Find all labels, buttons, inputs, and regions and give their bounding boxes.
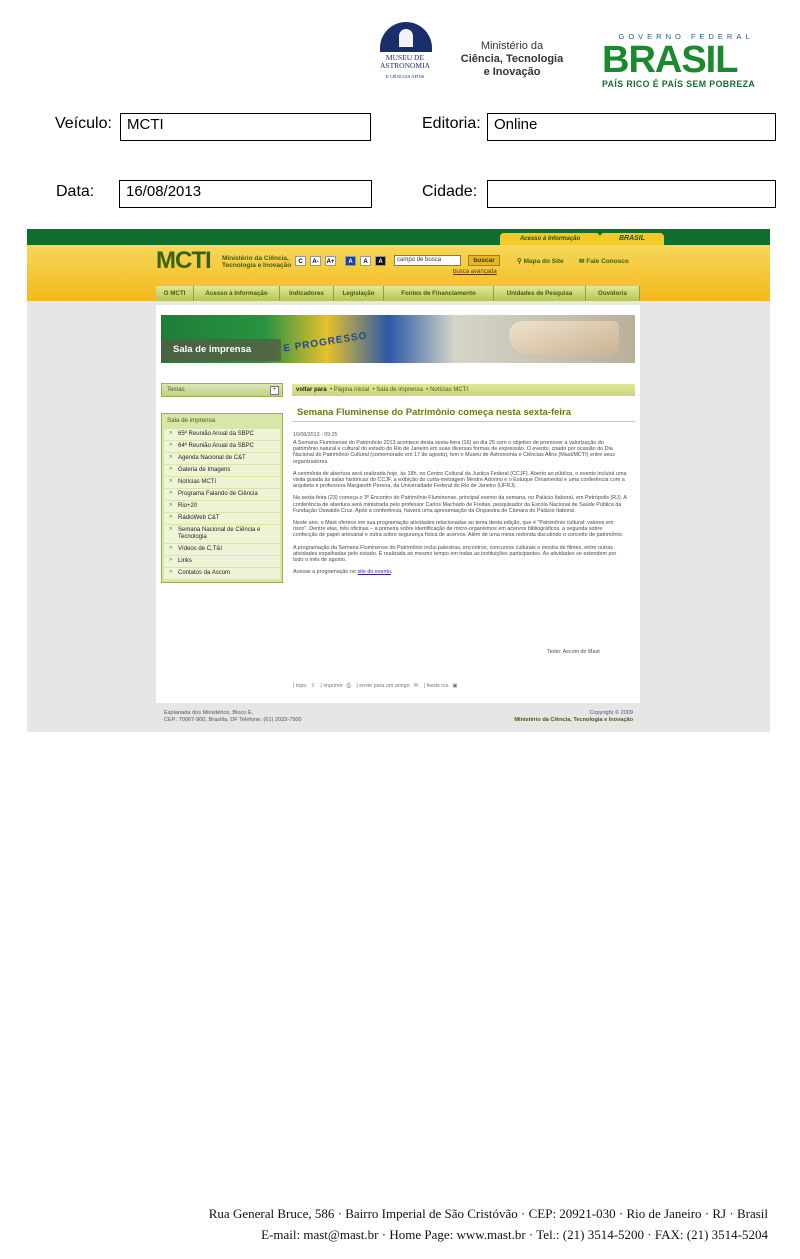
site-sidebar xyxy=(161,383,283,583)
contact-label: Fale Conosco xyxy=(586,258,629,265)
temas-toggle[interactable] xyxy=(161,383,283,397)
banner-hand-image xyxy=(509,321,619,355)
address-line-2: E-mail: mast@mast.br · Home Page: www.mast.br · Tel.: (21) 3514-5200 · FAX: (21) 3514-5204 xyxy=(261,1227,768,1242)
font-increase-button[interactable]: A+ xyxy=(325,256,336,266)
send-friend-link[interactable]: envie para um amigo xyxy=(359,683,410,689)
sitemap-icon: ⚲ xyxy=(517,258,524,265)
breadcrumb-link[interactable]: Notícias MCTI xyxy=(430,387,469,393)
sidebar-item[interactable]: » Links xyxy=(164,556,280,567)
article-body xyxy=(293,440,628,581)
footer-copyright: Copyright © 2009 xyxy=(589,710,633,716)
nav-item[interactable]: Fontes de Financiamento xyxy=(384,286,494,301)
article-paragraph: A programação da Semana Fluminense do Patrimônio inclui palestras, encontros, concursos culturais e mostra de filmes, entre outras atividades espalhadas pelo estado. É realizada ao mesmo tempo em todas as instituições participantes. As atividades se estendem por todo o mês de agosto. xyxy=(293,544,617,564)
nav-item[interactable]: Ouvidoria xyxy=(586,286,640,301)
nav-item[interactable]: Acesso à Informação xyxy=(194,286,280,301)
article-tools: | topo ⇧ | imprimir ⎙ | envie para um amigo ✉ | feeds rss ▣ xyxy=(293,683,458,689)
ministerio-line-1: Ministério da xyxy=(480,40,544,52)
sidebar-item[interactable]: » Galeria de Imagens xyxy=(164,465,280,476)
museu-logo-small: E CIÊNCIAS AFINS xyxy=(385,74,425,79)
site-footer-address xyxy=(164,710,302,724)
sidebar-item[interactable]: » 64ª Reunião Anual da SBPC xyxy=(164,441,280,452)
cidade-label: Cidade: xyxy=(422,183,478,200)
site-nav xyxy=(156,286,640,301)
site-map-label: Mapa do Site xyxy=(523,258,564,265)
governo-federal-logo xyxy=(602,32,772,88)
footer-address-line: Esplanada dos Ministérios, Bloco E, xyxy=(164,710,254,716)
museu-astronomia-logo xyxy=(374,22,436,82)
sala-imprensa-banner xyxy=(161,315,635,363)
contrast-button[interactable]: C xyxy=(295,256,306,266)
ministerio-line-3: e Inovação xyxy=(483,66,541,78)
print-link[interactable]: imprimir xyxy=(323,683,343,689)
brasil-gov-tab[interactable]: BRASIL xyxy=(600,233,664,245)
brasil-slogan: PAÍS RICO É PAÍS SEM POBREZA xyxy=(602,79,756,89)
sidebar-item[interactable]: » Rio+20 xyxy=(164,501,280,512)
banner-motto: E PROGRESSO xyxy=(282,330,369,355)
footer-address-line: CEP: 70067-900, Brasília, DF Telefone: (61) 2033-7500 xyxy=(164,717,302,723)
sala-menu-header: Sala de imprensa xyxy=(167,417,216,424)
museu-logo-line: MUSEU DE xyxy=(385,53,425,62)
site-search-input[interactable]: campo de busca xyxy=(394,255,461,266)
envelope-icon: ✉ xyxy=(413,683,419,689)
breadcrumb: voltar para • Página inicial • Sala de imprensa • Notícias MCTI xyxy=(292,384,635,396)
site-footer-copyright xyxy=(497,710,633,724)
article-paragraph: Na sexta-feira (23) começa o 3º Encontro do Patrimônio Fluminense, principal evento da semana, no Palácio Itaboraí, em Petrópolis (RJ). A conferência de abertura será ministrada pelo professor Carlos Machado de Freitas, pesquisador da Escola Nacional de Saúde Pública da Fundação Oswaldo Cruz. Após a conferência, haverá uma apresentação da Orquestra de Câmara do Palácio Itaboraí. xyxy=(293,495,627,514)
article-date: 16/08/2013 - 09:25 xyxy=(293,432,338,438)
brasil-wordmark: BRASIL xyxy=(602,39,738,81)
style-blue-button[interactable]: A xyxy=(345,256,356,266)
envelope-icon: ✉ xyxy=(579,258,587,265)
article-divider xyxy=(292,421,635,422)
temas-label: Temas xyxy=(167,387,185,393)
sidebar-item[interactable]: » 65ª Reunião Anual da SBPC xyxy=(164,429,280,440)
veiculo-field: MCTI xyxy=(120,113,371,141)
cidade-field xyxy=(487,180,776,208)
ministerio-logo xyxy=(448,40,576,79)
sidebar-item[interactable]: » RádioWeb C&T xyxy=(164,513,280,524)
nav-item[interactable]: Indicadores xyxy=(280,286,334,301)
observatory-dome-icon xyxy=(380,22,432,52)
veiculo-label: Veículo: xyxy=(55,115,112,132)
address-line-1: Rua General Bruce, 586 · Bairro Imperial de São Cristóvão · CEP: 20921-030 · Rio de Janeiro · RJ · Brasil xyxy=(208,1206,768,1221)
article-paragraph xyxy=(293,569,628,575)
article-paragraph: Neste ano, o Mast oferece em sua programação atividades relacionadas ao tema desta edição, que é "Patrimônio cultural: valores em risco". Dentre elas, três oficinas – a primeira sobre identificação de micro-organismos em acervos bibliográficos, a segunda sobre confecção de papel artesanal e outra sobre segurança física de acervos. Além de uma mesa redonda discutindo o conceito de patrimônio. xyxy=(293,520,624,539)
museum-address xyxy=(209,1203,768,1245)
sidebar-item[interactable]: » Vídeos de C,T&I xyxy=(164,544,280,555)
sidebar-item[interactable]: » Agenda Nacional de C&T xyxy=(164,453,280,464)
site-search-button[interactable]: buscar xyxy=(468,255,500,266)
nav-item[interactable]: Unidades de Pesquisa xyxy=(494,286,586,301)
article-title: Semana Fluminense do Patrimônio começa nesta sexta-feira xyxy=(297,407,572,418)
style-white-button[interactable]: A xyxy=(360,256,371,266)
top-link[interactable]: topo xyxy=(295,683,307,689)
acesso-informacao-tab[interactable]: Acesso à Informação xyxy=(500,233,600,245)
programacao-prefix: Acesse a programação no xyxy=(293,569,356,576)
rss-link[interactable]: feeds rss xyxy=(426,683,449,689)
programacao-suffix: . xyxy=(391,569,393,576)
sidebar-item[interactable]: » Notícias MCTI xyxy=(164,477,280,488)
website-screenshot xyxy=(27,229,770,732)
governo-federal-text: GOVERNO FEDERAL xyxy=(618,32,754,41)
banner-title: Sala de imprensa xyxy=(161,339,281,361)
site-logo-sub: Tecnologia e Inovação xyxy=(222,262,292,269)
ministerio-line-2: Ciência, Tecnologia xyxy=(460,53,564,65)
breadcrumb-link[interactable]: Sala de imprensa xyxy=(376,387,423,393)
editoria-field: Online xyxy=(487,113,776,141)
sidebar-item[interactable]: » Contatos da Ascom xyxy=(164,568,280,579)
sala-imprensa-menu xyxy=(161,413,283,583)
sidebar-item[interactable]: » Semana Nacional de Ciência e Tecnologia xyxy=(164,525,280,543)
breadcrumb-link[interactable]: Página inicial xyxy=(333,387,370,393)
contact-link[interactable] xyxy=(579,257,629,265)
site-map-link[interactable] xyxy=(517,257,564,265)
event-site-link[interactable]: site do evento xyxy=(357,569,392,576)
rss-icon: ▣ xyxy=(452,683,458,689)
data-label: Data: xyxy=(56,183,95,200)
plus-icon[interactable]: + xyxy=(270,386,279,395)
article-credit: Texto: Ascom do Mast xyxy=(547,649,600,655)
editoria-label: Editoria: xyxy=(422,115,481,132)
museu-logo-line: ASTRONOMIA xyxy=(379,61,430,70)
site-logo-sub: Ministério da Ciência, xyxy=(222,255,289,262)
style-black-button[interactable]: A xyxy=(375,256,386,266)
sidebar-item[interactable]: » Programa Falando de Ciência xyxy=(164,489,280,500)
print-icon: ⎙ xyxy=(346,683,351,689)
site-logo[interactable]: MCTI xyxy=(156,247,211,274)
footer-ministry: Ministério da Ciência, Tecnologia e Inovação xyxy=(514,717,633,723)
article-paragraph: A cerimônia de abertura será realizada hoje, às 18h, no Centro Cultural da Justiça Federal (CCJF). Aberto ao público, o evento incluirá uma visita guiada às salas históricas do CCJF, a exibição do curta-metragem Mestre Adorino e o Estuque Ornamental e uma conferência com a arquiteta e professora Margareth Pereira, da Universidade Federal do Rio de Janeiro (UFRJ). xyxy=(293,470,627,490)
data-field: 16/08/2013 xyxy=(119,180,372,208)
breadcrumb-voltar: voltar para xyxy=(296,387,327,393)
font-decrease-button[interactable]: A- xyxy=(310,256,321,266)
nav-item[interactable]: O MCTI xyxy=(156,286,194,301)
advanced-search-link[interactable]: busca avançada xyxy=(453,269,497,275)
article-paragraph: A Semana Fluminense do Patrimônio 2013 acontece desta sexta-feira (16) ao dia 25 com o objetivo de promover a valorização do patrimônio natural e cultural do estado do Rio de Janeiro em suas diversas formas de expressão. O evento, criado por ocasião do Dia Nacional do Patrimônio Cultural (comemorado em 17 de agosto), tem o Museu de Astronomia e Ciências Afins (Mast/MCTI) entre seus organizadores. xyxy=(293,440,616,465)
nav-item[interactable]: Legislação xyxy=(334,286,384,301)
arrow-up-icon: ⇧ xyxy=(310,683,315,689)
